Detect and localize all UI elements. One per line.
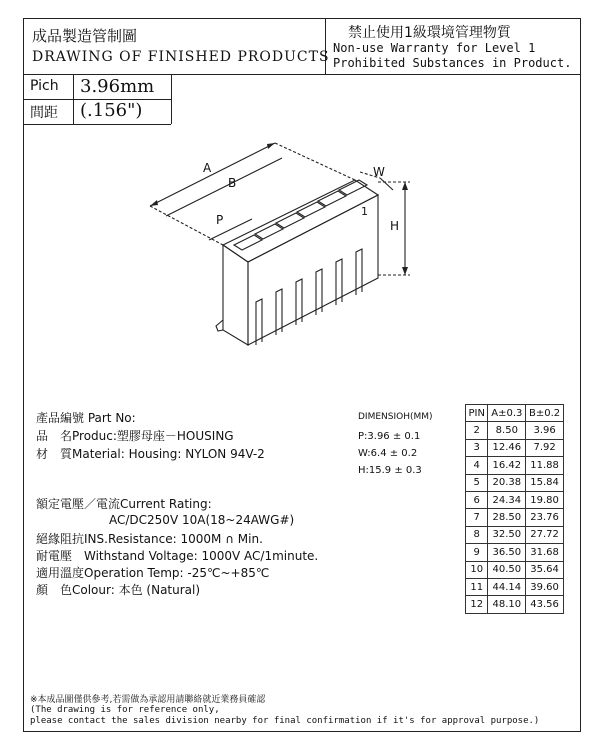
table-cell-a: 28.50 bbox=[488, 509, 526, 526]
part-number-label: 產品編號 Part No: bbox=[36, 411, 136, 425]
material-value: Housing: NYLON 94V-2 bbox=[128, 447, 265, 461]
pin-one-marker: 1 bbox=[361, 205, 368, 218]
current-rating-label: 額定電壓／電流Current Rating: bbox=[36, 497, 212, 511]
dimension-p-spec: P:3.96 ± 0.1 bbox=[358, 431, 421, 442]
colour-row bbox=[36, 581, 200, 598]
table-cell-pin: 12 bbox=[466, 596, 488, 613]
pitch-label-english: Pich bbox=[30, 78, 59, 94]
housing-latch bbox=[216, 320, 223, 331]
insulation-value: 1000M ∩ Min. bbox=[180, 532, 263, 546]
operation-temp-row bbox=[36, 564, 269, 581]
current-rating-value: AC/DC250V 10A(18~24AWG#) bbox=[109, 513, 295, 527]
table-row bbox=[466, 474, 564, 491]
table-header-a: A±0.3 bbox=[488, 405, 526, 422]
table-cell-a: 16.42 bbox=[488, 457, 526, 474]
table-cell-pin: 4 bbox=[466, 457, 488, 474]
table-cell-b: 31.68 bbox=[526, 544, 564, 561]
footer-note-english-line1: (The drawing is for reference only, bbox=[30, 705, 220, 715]
table-row bbox=[466, 491, 564, 508]
dimension-b-label: B bbox=[228, 176, 237, 190]
table-header-pin: PIN bbox=[466, 405, 488, 422]
table-cell-pin: 11 bbox=[466, 578, 488, 595]
table-cell-a: 12.46 bbox=[488, 439, 526, 456]
pitch-value-inch: (.156") bbox=[80, 100, 143, 121]
notice-chinese: 禁止使用1級環境管理物質 bbox=[348, 25, 511, 41]
table-cell-a: 36.50 bbox=[488, 544, 526, 561]
housing-front-face bbox=[223, 245, 248, 345]
table-cell-b: 43.56 bbox=[526, 596, 564, 613]
table-cell-pin: 10 bbox=[466, 561, 488, 578]
table-row bbox=[466, 544, 564, 561]
table-cell-a: 32.50 bbox=[488, 526, 526, 543]
material-label: 材 質Material: bbox=[36, 447, 125, 461]
dimension-h-label: H bbox=[390, 219, 400, 233]
product-name-value: 塑膠母座－HOUSING bbox=[116, 429, 234, 443]
dimension-w-label: W bbox=[373, 165, 385, 179]
table-row bbox=[466, 509, 564, 526]
insulation-row bbox=[36, 530, 263, 547]
notice-english-line2: Prohibited Substances in Product. bbox=[333, 56, 572, 70]
housing-side-face bbox=[248, 195, 378, 345]
table-row bbox=[466, 561, 564, 578]
table-cell-pin: 6 bbox=[466, 491, 488, 508]
table-cell-b: 23.76 bbox=[526, 509, 564, 526]
table-cell-a: 40.50 bbox=[488, 561, 526, 578]
material-row bbox=[36, 445, 265, 462]
table-cell-b: 35.64 bbox=[526, 561, 564, 578]
housing-cavities bbox=[234, 180, 367, 250]
table-cell-b: 27.72 bbox=[526, 526, 564, 543]
table-cell-pin: 7 bbox=[466, 509, 488, 526]
colour-value: 本色 (Natural) bbox=[118, 583, 201, 597]
housing-top-face bbox=[223, 180, 378, 262]
table-cell-b: 3.96 bbox=[526, 422, 564, 439]
operation-temp-value: -25℃~+85℃ bbox=[187, 566, 270, 580]
insulation-label: 絕緣阻抗INS.Resistance: bbox=[36, 532, 177, 546]
footer-note-chinese: ※本成品圖僅供參考,若需做為承認用請聯絡就近業務員確認 bbox=[30, 695, 266, 705]
dimension-h-spec: H:15.9 ± 0.3 bbox=[358, 465, 422, 476]
notice-english-line1: Non-use Warranty for Level 1 bbox=[333, 41, 536, 55]
dimension-a-label: A bbox=[203, 161, 212, 175]
dimensions-title: DIMENSIOH(MM) bbox=[358, 412, 433, 422]
operation-temp-label: 適用溫度Operation Temp: bbox=[36, 566, 184, 580]
table-row bbox=[466, 439, 564, 456]
dimension-w-spec: W:6.4 ± 0.2 bbox=[358, 448, 418, 459]
table-cell-a: 8.50 bbox=[488, 422, 526, 439]
table-cell-b: 15.84 bbox=[526, 474, 564, 491]
product-name-row bbox=[36, 427, 234, 444]
table-cell-pin: 9 bbox=[466, 544, 488, 561]
table-cell-pin: 5 bbox=[466, 474, 488, 491]
pitch-value-mm: 3.96mm bbox=[80, 76, 155, 97]
table-row bbox=[466, 457, 564, 474]
title-english: DRAWING OF FINISHED PRODUCTS bbox=[32, 49, 330, 65]
table-row bbox=[466, 526, 564, 543]
table-cell-a: 24.34 bbox=[488, 491, 526, 508]
table-cell-b: 11.88 bbox=[526, 457, 564, 474]
table-row bbox=[466, 422, 564, 439]
pin-dimension-table bbox=[465, 404, 564, 614]
housing-slots bbox=[256, 249, 362, 345]
withstand-label: 耐電壓 Withstand Voltage: bbox=[36, 549, 198, 563]
product-name-label: 品 名Produc: bbox=[36, 429, 117, 443]
table-cell-a: 20.38 bbox=[488, 474, 526, 491]
table-cell-b: 19.80 bbox=[526, 491, 564, 508]
colour-label: 顏 色Colour: bbox=[36, 583, 115, 597]
table-cell-a: 48.10 bbox=[488, 596, 526, 613]
table-row bbox=[466, 578, 564, 595]
table-header-row bbox=[466, 405, 564, 422]
table-cell-b: 7.92 bbox=[526, 439, 564, 456]
table-cell-pin: 8 bbox=[466, 526, 488, 543]
table-header-b: B±0.2 bbox=[526, 405, 564, 422]
table-cell-b: 39.60 bbox=[526, 578, 564, 595]
footer-note-english-line2: please contact the sales division nearby for final confirmation if it's for approval purpose.) bbox=[30, 716, 540, 726]
pitch-label-chinese: 間距 bbox=[30, 105, 58, 121]
dimension-p-label: P bbox=[216, 213, 224, 227]
withstand-row bbox=[36, 547, 318, 564]
title-chinese: 成品製造管制圖 bbox=[32, 27, 138, 45]
table-cell-pin: 3 bbox=[466, 439, 488, 456]
table-cell-pin: 2 bbox=[466, 422, 488, 439]
table-row bbox=[466, 596, 564, 613]
table-cell-a: 44.14 bbox=[488, 578, 526, 595]
withstand-value: 1000V AC/1minute. bbox=[201, 549, 319, 563]
